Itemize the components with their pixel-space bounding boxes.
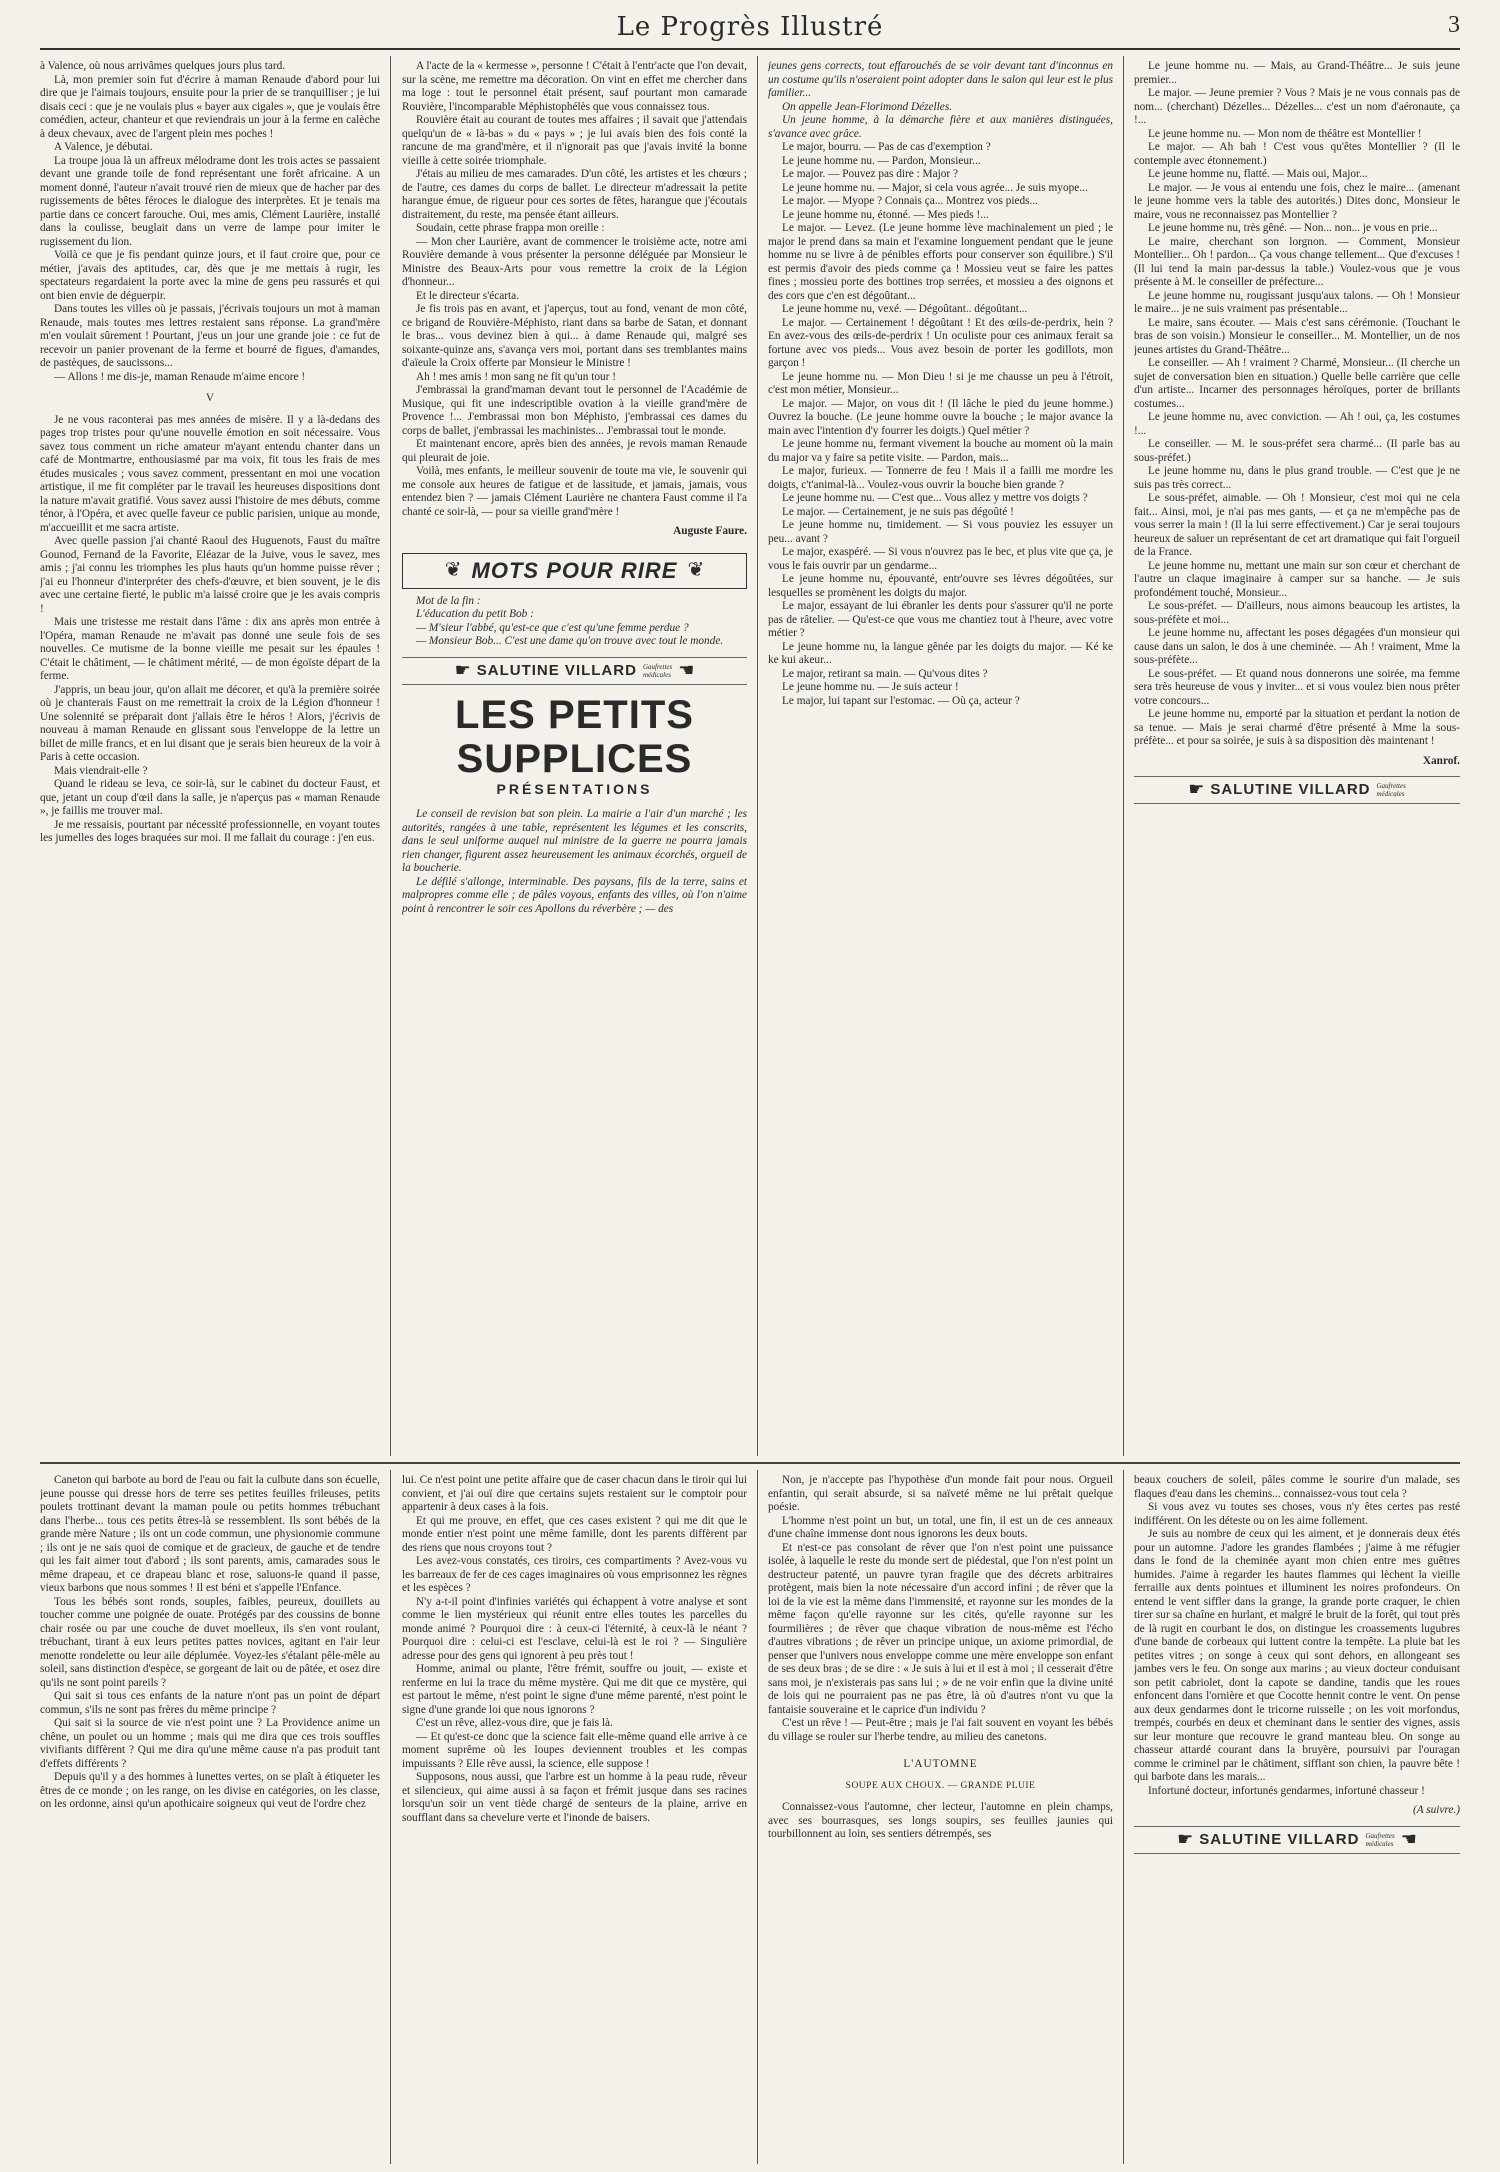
dialogue-line: Le major. — Pouvez pas dire : Major ? [782,168,958,180]
paragraph: Voilà ce que je fis pendant quinze jours, et il faut croire que, pour ce métier, j'avais des aptitudes, car, dès que je me mettais à rugir, les spectateurs regardaient la porte avec la mine de gens peu rassurés et qui ont bien envie de déguerpir. [40,249,380,302]
paragraph: — Et qu'est-ce donc que la science fait elle-même quand elle arrive à ce moment suprême où les loupes deviennent troubles et les compas impuissants ? Elle rêve aussi, la science, elle suppose ! [402,1730,747,1770]
paragraph: Si vous avez vu toutes ses choses, vous n'y êtes certes pas resté indifférent. On les déteste ou on les aime follement. [1134,1501,1460,1527]
pointing-hand-icon: ☛ [454,659,471,680]
paragraph: Un jeune homme, à la démarche fière et aux manières distinguées, s'avance avec grâce. [768,114,1113,140]
petits-supplices-subtitle: PRÉSENTATIONS [496,780,653,797]
dialogue-line: Le sous-préfet. — D'ailleurs, nous aimons beaucoup les artistes, la sous-préfète et moi... [1134,600,1460,626]
bottom-column-1 [40,1474,380,2164]
paragraph: Le conseil de revision bat son plein. La mairie a l'air d'un marché ; les autorités, rangées à une table, représentent les légumes et les conscrits, dans le seul uniforme auquel nul ministre de la guerre ne pourra jamais rien changer, figurent assez heureusement les animaux écorchés, orgueil de la boucherie. [402,808,747,874]
column-rule [757,1470,758,2164]
page-number: 3 [1448,12,1460,38]
paragraph: On appelle Jean-Florimond Dézelles. [782,100,953,113]
paragraph: jeunes gens corrects, tout effarouchés de se voir devant tant d'inconnus en un costume qu'ils n'oseraient point adopter dans le salon qui leur est le plus familier... [768,60,1113,99]
dialogue-line: Le major, bourru. — Pas de cas d'exemption ? [782,141,991,153]
joke-line: — M'sieur l'abbé, qu'est-ce que c'est qu'une femme perdue ? [416,621,689,634]
dialogue-line: Le major, furieux. — Tonnerre de feu ! Mais il a failli me mordre les doigts, c't'animal-là... Voulez-vous ouvrir la bouche bien grande ? [768,465,1113,491]
ornament-icon: ❦ [687,558,705,581]
ad-subtitle: Gaufrettes médicales [1376,782,1406,798]
column-4 [1134,60,1460,1458]
dialogue-line: Le major, essayant de lui ébranler les dents pour s'assurer qu'il ne porte pas de râtelier. — Qu'est-ce que vous me chantiez tout à l'heure, avec votre métier ? [768,600,1113,639]
column-rule [390,56,391,1456]
dialogue-line: Le jeune homme nu, timidement. — Si vous pouviez les essuyer un peu... avant ? [768,519,1113,545]
to-be-continued: (A suivre.) [1412,1804,1460,1816]
paragraph: beaux couchers de soleil, pâles comme le sourire d'un malade, ses flaques d'eau dans les chemins... connaissez-vous tout cela ? [1134,1474,1460,1500]
paragraph: Je ne vous raconterai pas mes années de misère. Il y a là-dedans des pages trop tristes pour qu'une nouvelle émotion en soit nécessaire. Vous savez tous comment un riche amateur m'ayant entendu chanter dans un café de Montmartre, enthousiasmé par ma voix, fit tous les frais de mes études musicales ; vous savez comment, pressentant en moi une vocation artistique, il me fit compléter par le travail les heureuses dispositions dont la nature m'avait gratifié. Vous savez aussi l'histoire de mes débuts, comme ténor, à l'Opéra, et avec quelle faveur ce public parisien, unique au monde, m'accueillit et me sacra artiste. [40,413,380,534]
dialogue-line: Le major. — Certainement, je ne suis pas dégoûté ! [782,505,1014,518]
ornament-icon: ❦ [444,558,462,581]
paragraph: à Valence, où nous arrivâmes quelques jours plus tard. [40,60,286,72]
salutine-villard-ad [1134,776,1460,804]
ad-subtitle: Gaufrettes médicales [642,662,673,679]
ad-brand: SALUTINE VILLARD [1210,781,1371,799]
dialogue-line: Le major. — Myope ? Connais ça... Montrez vos pieds... [782,195,1039,207]
paragraph: Et maintenant encore, après bien des années, je revois maman Renaude qui pleurait de joie. [402,438,747,464]
dialogue-line: Le jeune homme nu, fermant vivement la bouche au moment où la main du major va y faire sa petite visite. — Pardon, mais... [768,438,1113,464]
newspaper-title: Le Progrès Illustré [616,12,884,42]
column-rule [1123,1470,1124,2164]
dialogue-line: Le jeune homme nu, la langue gênée par les doigts du major. — Ké ke ke kui akeur... [768,640,1113,666]
paragraph: Infortuné docteur, infortunés gendarmes, infortuné chasseur ! [1148,1784,1425,1797]
masthead [40,8,1460,50]
dialogue-line: Le jeune homme nu. — C'est que... Vous allez y mettre vos doigts ? [782,492,1088,504]
salutine-villard-ad [1134,1826,1460,1854]
section-divider [40,1462,1460,1464]
paragraph: Et qui me prouve, en effet, que ces cases existent ? qui me dit que le monde entier n'est point une même famille, dont les parents diffèrent par des riens que nous croyons tout ? [402,1514,747,1554]
mots-pour-rire-banner [402,553,747,589]
dialogue-line: Le major. — Major, on vous dit ! (Il lâche le pied du jeune homme.) Ouvrez la bouche. (Le jeune homme ouvre la bouche ; le major avance la main avec l'intention d'y fourrer les doigts.) Quel métier ? [768,397,1113,437]
dialogue-line: Le conseiller. — M. le sous-préfet sera charmé... (Il parle bas au sous-préfet.) [1134,438,1460,464]
paragraph: Mais viendrait-elle ? [54,764,148,777]
paragraph: Le défilé s'allonge, interminable. Des paysans, fils de la terre, sains et malpropres comme elle ; de pâles voyous, enfants des villes, où l'on n'aime point à rencontrer le soir ces Apollons du réverbère ; — des [402,875,747,915]
paragraph: Dans toutes les villes où je passais, j'écrivais toujours un mot à maman Renaude, mais toutes mes lettres restaient sans réponse. La grand'mère m'en voulait sûrement ! Pourtant, j'eus un jour une grande joie : ce fut de recevoir un panier provenant de la ferme et bourré de figues, d'amandes, de pastèques, de saucissons... [40,303,380,369]
dialogue-line: Le jeune homme nu, dans le plus grand trouble. — C'est que je ne suis pas très correct... [1134,465,1460,491]
column-1 [40,60,380,1458]
paragraph: L'homme n'est point un but, un total, une fin, il est un de ces anneaux d'une chaîne immense dont nous ignorons les deux bouts. [768,1514,1113,1540]
paragraph: — Mon cher Laurière, avant de commencer le troisième acte, notre ami Rouvière demande à vous présenter la personne déléguée par Monsieur le Ministre des Beaux-Arts pour vous remettre la croix de la Légion d'honneur... [402,235,747,288]
bottom-column-4 [1134,1474,1460,2164]
dialogue-line: Le jeune homme nu, vexé. — Dégoûtant.. dégoûtant... [782,303,1028,315]
paragraph: Je suis au nombre de ceux qui les aiment, et je donnerais deux étés pour un automne. J'adore les grandes flambées ; j'aime à me réfugier dans le fond de la cheminée ayant mon chien entre mes guêtres humides. J'aime à regarder les hautes flammes qui lèchent la vieille ferraille aux dents pointues et illuminent les noires profondeurs. On entend le vent siffler dans la grange, la grande porte craquer, le chien tirer sur sa chaîne en hurlant, et malgré le bruit de la forêt, qui tout près de là rugit en courbant le dos, on distingue les croassements lugubres d'une bande de corbeaux qui luttent contre la tempête. La pluie bat les petites vitres ; on songe à ceux qui sont dehors, en allongeant ses jambes vers le feu. On songe aux marins ; au vieux docteur conduisant son petit cabriolet, dont la capote se dandine, tandis que les roues enfoncent dans l'ornière et que Cocotte hennit contre le vent. On pense aux deux gendarmes dont le tricorne ruisselle ; on les voit morfondus, trempés, courbés en deux et cheminant dans le sentier des vignes, assis sur leur monture que recouvre le grand manteau bleu. On songe au chasseur attardé courant dans la bruyère, poursuivi par l'ouragan comme le criminel par le châtiment, sifflant son chien, la pauvre bête ! qui barbote dans les marais... [1134,1528,1460,1783]
dialogue-line: Le major, lui tapant sur l'estomac. — Où ça, acteur ? [782,694,1020,707]
paragraph: La troupe joua là un affreux mélodrame dont les trois actes se passaient devant une grande toile de fond représentant une forêt africaine. A un moment donné, l'auteur n'avait trouvé rien de mieux que de hacher par des rugissements de bêtes féroces le dialogue des interprètes. Et je tenais ma partie dans ce concert farouche. Oui, mes amis, Clément Laurière, installé dans la coulisse, beuglait dans un verre de lampe pour imiter le rugissement du lion. [40,154,380,248]
paragraph: — Allons ! me dis-je, maman Renaude m'aime encore ! [54,370,306,383]
paragraph: C'est un rêve ! — Peut-être ; mais je l'ai fait souvent en voyant les bébés du village se rouler sur l'herbe tendre, au milieu des canetons. [768,1717,1113,1743]
joke-line: — Monsieur Bob... C'est une dame qu'on trouve avec tout le monde. [416,635,724,647]
ad-subtitle: Gaufrettes médicales [1365,1831,1395,1848]
pointing-hand-icon: ☚ [1400,1828,1417,1849]
dialogue-line: Le jeune homme nu, affectant les poses dégagées d'un monsieur qui cause dans un salon, le dos à une cheminée. — Ah ! vraiment, Mme la sous-préfète... [1134,627,1460,666]
pointing-hand-icon: ☛ [1188,779,1205,800]
mots-pour-rire-title: MOTS POUR RIRE [471,557,678,583]
petits-supplices-title: LES PETITS SUPPLICES [455,692,694,781]
dialogue-line: Le jeune homme nu, rougissant jusqu'aux talons. — Oh ! Monsieur le maire... je ne suis vraiment pas présentable... [1134,289,1460,315]
joke-line: L'éducation du petit Bob : [416,608,534,620]
paragraph: lui. Ce n'est point une petite affaire que de caser chacun dans le tiroir qui lui convient, et j'ai ouï dire que certains sujets restaient sur le comptoir pour appartenir à deux cases à la fois. [402,1474,747,1513]
paragraph: Connaissez-vous l'automne, cher lecteur, l'automne en plein champs, avec ses bourrasques, ses longs soupirs, ses feuilles jaunies qui tourbillonnent au loin, ses sentiers détrempés, ses [768,1801,1113,1840]
dialogue-line: Le jeune homme nu. — Major, si cela vous agrée... Je suis myope... [782,181,1088,194]
dialogue-line: Le jeune homme nu, très gêné. — Non... non... je vous en prie... [1148,222,1438,234]
section-heading: L'AUTOMNE [903,1758,978,1770]
dialogue-line: Le jeune homme nu, flatté. — Mais oui, Major... [1148,168,1368,180]
author-signature: Auguste Faure. [673,525,747,537]
bottom-column-3 [768,1474,1113,2164]
paragraph: A l'acte de la « kermesse », personne ! C'était à l'entr'acte que l'on devait, sur la scène, me remettre ma décoration. On vint en effet me chercher dans ma loge : tout le personnel était présent, sauf pourtant mon camarade Rouvière, l'incomparable Méphistophélès que vous connaissez tous. [402,60,747,113]
paragraph: Non, je n'accepte pas l'hypothèse d'un monde fait pour nous. Orgueil enfantin, qui serait absurde, si sa naïveté même ne lui prêtait quelque poésie. [768,1474,1113,1513]
paragraph: Et n'est-ce pas consolant de rêver que l'on n'est point une puissance isolée, à laquelle le reste du monde sert de piédestal, que l'on n'est point un destructeur patenté, un pauvre tyran fragile que des décrets arbitraires protègent, mais bien la note nécessaire d'un accord infini ; de rêver que la loi de la vie est la même dans l'immensité, et rayonne sur les mondes de la même façon qu'elle rayonne sur les cités, qu'elle rayonne sur les fourmilières ; de rêver que chaque vibration de nous-même est l'écho d'autres vibrations ; de rêver un principe unique, un axiome primordial, de penser que l'univers nous enveloppe comme une mère enveloppe son enfant de ses deux bras ; de se dire : « Je suis à lui et il est à moi ; il cesserait d'être sans moi, je n'existerais pas sans lui ; » de ne voir enfin que la divine unité de lois qui ne pourraient pas ne pas être, là où d'autres n'ont vu que la fantaisie souveraine et le caprice d'un individu ? [768,1541,1113,1716]
dialogue-line: Le sous-préfet. — Et quand nous donnerons une soirée, ma femme sera très heureuse de vous y inviter... et si vous voulez bien nous prêter votre concours... [1134,667,1460,707]
bottom-column-2 [402,1474,747,2164]
paragraph: C'est un rêve, allez-vous dire, que je fais là. [416,1717,613,1729]
dialogue-line: Le jeune homme nu. — Mon Dieu ! si je me chausse un peu à l'étroit, c'est mon métier, Monsieur... [768,370,1113,396]
paragraph: Homme, animal ou plante, l'être frémit, souffre ou jouit, — existe et renferme en lui la trace du même mystère. Qui me dit que ce mystère, qui est partout le même, n'est point le signe d'une même parenté, n'est point le signe d'une grande loi que nous ignorons ? [402,1663,747,1716]
paragraph: J'appris, un beau jour, qu'on allait me décorer, et qu'à la première soirée où je chanterais Faust on me remettrait la croix de la Légion d'honneur ! Une solennité se préparait dont j'allais être le héros ! Alors, j'écrivis de nouveau à maman Renaude en glissant sous l'enveloppe de la lettre un billet de mille francs, et en lui disant que je serais bien heureux de la voir à Paris à cette occasion. [40,683,380,763]
dialogue-line: Le jeune homme nu. — Pardon, Monsieur... [782,154,981,167]
paragraph: Supposons, nous aussi, que l'arbre est un homme à la peau rude, rêveur et silencieux, qui aime aussi à sa façon et frémit jusque dans ses racines lorsqu'un soir un vent tiède chargé de senteurs de la plaine, arrive en soufflant dans sa chevelure verte et l'inonde de baisers. [402,1771,747,1824]
paragraph: Je fis trois pas en avant, et j'aperçus, tout au fond, venant de mon côté, ce brigand de Rouvière-Méphisto, riant dans sa barbe de Satan, et donnant le bras... vous devinez bien à qui... à dame Renaude qui, malgré ses soixante-quinze ans, s'avança vers moi, portant dans ses tremblantes mains d'aïeule la Croix offerte par Monsieur le Ministre ! [402,303,747,369]
column-rule [390,1470,391,2164]
column-2 [402,60,747,1458]
author-signature: Xanrof. [1422,754,1460,767]
paragraph: Et le directeur s'écarta. [416,289,520,302]
paragraph: J'étais au milieu de mes camarades. D'un côté, les artistes et les chœurs ; de l'autre, ces dames du corps de ballet. Le directeur m'adressait la petite harangue émue, de rigueur pour ces sortes de fêtes, harangue que j'écoutais distraitement, du reste, ma pensée étant ailleurs. [402,168,747,221]
paragraph: Mais une tristesse me restait dans l'âme : dix ans après mon entrée à l'Opéra, maman Renaude ne m'avait pas donné une seule fois de ses nouvelles. Ce mutisme de la bonne vieille me pesait sur les épaules ! C'était le châtiment, — le châtiment mérité, — de mon égoïste départ de la ferme. [40,616,380,682]
column-rule [1123,56,1124,1456]
dialogue-line: Le jeune homme nu, emporté par la situation et perdant la notion de sa tenue. — Mais je serai charmé d'être présenté à Mme la sous-préfète... et pour sa soirée, je suis à sa disposition dès maintenant ! [1134,708,1460,747]
pointing-hand-icon: ☛ [1177,1828,1194,1849]
section-number: V [205,392,215,404]
dialogue-line: Le jeune homme nu. — Mais, au Grand-Théâtre... Je suis jeune premier... [1134,60,1460,86]
paragraph: Les avez-vous constatés, ces tiroirs, ces compartiments ? Avez-vous vu les barreaux de fer de ces cages imaginaires où vous emprisonnez les règnes et les espèces ? [402,1555,747,1594]
column-3 [768,60,1113,1458]
section-subheading: SOUPE AUX CHOUX. — GRANDE PLUIE [845,1780,1036,1791]
dialogue-line: Le jeune homme nu, mettant une main sur son cœur et cherchant de l'autre un claque imaginaire à camper sur sa hanche. — Je suis profondément touché, Monsieur... [1134,559,1460,599]
paragraph: Ah ! mes amis ! mon sang ne fit qu'un tour ! [416,370,617,383]
paragraph: A Valence, je débutai. [54,141,153,153]
dialogue-line: Le major. — Ah bah ! C'est vous qu'êtes Montellier ? (Il le contemple avec étonnement.) [1134,141,1460,167]
paragraph: J'embrassai la grand'maman devant tout le personnel de l'Académie de Musique, qui fit une indescriptible ovation à la vieille grand'mère de Provence !... J'embrassai mon bon Méphisto, j'embrassai ces dames du corps de ballet, j'embrassai les machinistes... J'embrassai tout le monde. [402,384,747,437]
pointing-hand-icon: ☚ [678,659,695,680]
dialogue-line: Le major, exaspéré. — Si vous n'ouvrez pas le bec, et plus vite que ça, je vous le fais ouvrir par un gendarme... [768,546,1113,572]
paragraph: Qui sait si la source de vie n'est point une ? La Providence anime un chêne, un poulet ou un homme ; mais qui me dira que ces trois souffles vivifiants diffèrent ? Qui me dira qu'une même cause n'a pas produit tant d'effets différents ? [40,1717,380,1770]
paragraph: Avec quelle passion j'ai chanté Raoul des Huguenots, Faust du maître Gounod, Fernand de la Favorite, Eléazar de la Juive, vous le savez, mes amis ; j'ai connu les triomphes les plus hauts qu'un homme puisse rêver ; j'ai eu l'honneur d'interpréter des chefs-d'œuvre, et bien souvent, je le dis avec une certaine fierté, le public m'a laissé croire que je les avais compris ! [40,535,380,615]
dialogue-line: Le jeune homme nu, étonné. — Mes pieds !... [782,208,989,221]
paragraph: Tous les bébés sont ronds, souples, faibles, peureux, douillets au toucher comme une poignée de ouate. Protégés par des coussins de bonne chair rosée ou par une couche de duvet moelleux, ils s'en vont roulant, trébuchant, tirant à eux leurs petites pattes novices, agitant en l'air leur menotte rondelette ou leur aile déplumée. Voyez-les s'étalant pêle-mêle au soleil, sans distinction d'espèce, se gorgeant de lait ou de pâtée, et osez dire qu'ils ne sont point pareils ? [40,1595,380,1689]
dialogue-line: Le major. — Levez. (Le jeune homme lève machinalement un pied ; le major le prend dans sa main et l'examine longuement pendant que le jeune homme nu se livre à de pénibles efforts pour conserver son équilibre.) S'il est permis d'avoir des pieds comme ça ! Mossieu veut se faire les pattes fines ; mossieu porte des bottines trop serrées, et mossieu a des oignons et des cors que c'en est dégoûtant... [768,222,1113,302]
paragraph: N'y a-t-il point d'infinies variétés qui échappent à votre analyse et sont comme le lien mystérieux qui réunit entre elles toutes les parcelles du monde animé ? Pourquoi dire : à ceux-ci l'éternité, à ceux-là le néant ? Pourquoi dire : celui-ci est l'esclave, celui-là est le roi ? — Singulière adresse pour des gens qui ignorent à peu près tout ! [402,1595,747,1662]
paragraph: Depuis qu'il y a des hommes à lunettes vertes, on se plaît à étiqueter les êtres de ce monde ; on les range, on les divise en catégories, on les classe, on les ordonne, ainsi qu'un apothicaire soigneux qui veut de l'ordre chez [40,1771,380,1810]
dialogue-line: Le jeune homme nu. — Je suis acteur ! [782,681,959,693]
paragraph: Quand le rideau se leva, ce soir-là, sur le cabinet du docteur Faust, et que, jetant un coup d'œil dans la salle, je n'aperçus pas « maman Renaude », je faillis me trouver mal. [40,778,380,817]
paragraph: Je me ressaisis, pourtant par nécessité professionnelle, en voyant toutes les jumelles des loges braquées sur moi. Il me fallait du courage : j'en eus. [40,818,380,844]
dialogue-line: Le sous-préfet, aimable. — Oh ! Monsieur, c'est moi qui ne cela fait... Ainsi, moi, je n'ai pas mes gants, — et ça ne m'empêche pas de vous serrer la main ! (Il la lui serre effectivement.) Car je serai toujours heureux de saluer un représentant de cet art dramatique qui fait l'orgueil de la France. [1134,492,1460,558]
paragraph: Soudain, cette phrase frappa mon oreille : [416,222,605,234]
paragraph: Qui sait si tous ces enfants de la nature n'ont pas un point de départ commun, s'ils ne sont pas frères du même principe ? [40,1690,380,1716]
paragraph: Voilà, mes enfants, le meilleur souvenir de toute ma vie, le souvenir qui me console aux heures de fatigue et de lassitude, et jamais, jamais, vous entendez bien ? — jamais Clément Laurière ne chantera Faust comme il l'a chanté ce soir-là, — pour sa vieille grand'mère ! [402,465,747,518]
dialogue-line: Le jeune homme nu, avec conviction. — Ah ! oui, ça, les costumes !... [1134,411,1460,437]
paragraph: Rouvière était au courant de toutes mes affaires ; il savait que j'attendais quelqu'un de « là-bas » du « pays » ; je lui avais bien des fois conté la rancune de ma grand'mère, et il n'ignorait pas que j'avais invité la bonne vieille à cette soirée triomphale. [402,114,747,167]
dialogue-line: Le maire, cherchant son lorgnon. — Comment, Monsieur Montellier... Oh ! pardon... Ça vous change tellement... Que d'excuses ! (Il lui tend la main par-dessus la table.) Voulez-vous que je vous présente à M. le conseiller de préfecture... [1134,235,1460,288]
paragraph: Là, mon premier soin fut d'écrire à maman Renaude d'abord pour lui dire que je l'aimais toujours, ensuite pour la prier de se tranquilliser ; je lui disais ceci : que je ne voulais plus « bayer aux cigales », que je voulais être comédien, acteur, chanteur et que reviendrais un jour à la ferme en calèche à deux chevaux, avec de l'argent plein mes poches ! [40,73,380,140]
dialogue-line: Le major, retirant sa main. — Qu'vous dites ? [782,667,988,680]
dialogue-line: Le jeune homme nu, épouvanté, entr'ouvre ses lèvres dégoûtées, sur lesquelles se promènent les doigts du major. [768,573,1113,599]
joke-line: Mot de la fin : [416,594,481,607]
dialogue-line: Le maire, sans écouter. — Mais c'est sans cérémonie. (Touchant le bras de son voisin.) Monsieur le conseiller... M. Montellier, un de nos jeunes artistes du Grand-Théâtre... [1134,316,1460,356]
dialogue-line: Le major. — Je vous ai entendu une fois, chez le maire... (amenant le jeune homme vers la table des autorités.) Dites donc, Monsieur le maire, vous ne reconnaissez pas Montellier ? [1134,181,1460,221]
paragraph: Caneton qui barbote au bord de l'eau ou fait la culbute dans son écuelle, jeune pousse qui dresse hors de terre ses petites feuilles frileuses, petits poulets trottinant devant la maman poule ou petits hommes trébuchant dans l'herbe... tous ces petits êtres-là se ressemblent. Ils sont bébés de la grande mère Nature ; ils ont un code commun, une physionomie commune ; ils ont je ne sais quoi de comique et de gracieux, de gauche et de tendre qui les fait aimer tout d'abord ; ils sont parents, amis, camarades sous le même drapeau, et ce drapeau blanc et rose, saluons-le quand il passe, vieux barbons que nous sommes ! Il est béni et s'appelle l'Enfance. [40,1474,380,1594]
dialogue-line: Le conseiller. — Ah ! vraiment ? Charmé, Monsieur... (Il cherche un sujet de conversation bien en situation.) Quelle belle carrière que celle d'un artiste... Incarner des personnages héroïques, porter de brillants costumes... [1134,357,1460,410]
ad-brand: SALUTINE VILLARD [476,661,637,679]
salutine-villard-ad [402,657,747,685]
column-rule [757,56,758,1456]
ad-brand: SALUTINE VILLARD [1199,1830,1360,1848]
dialogue-line: Le jeune homme nu. — Mon nom de théâtre est Montellier ! [1148,127,1422,140]
dialogue-line: Le major. — Jeune premier ? Vous ? Mais je ne vous connais pas de nom... (cherchant) Dézelles... Dézelles... c'est un nom d'aéronaute, ça !... [1134,87,1460,126]
dialogue-line: Le major. — Certainement ! dégoûtant ! Et des œils-de-perdrix, hein ? En avez-vous des œils-de-perdrix ! Un oculiste pour ces animaux ferait sa fortune avec vos pieds... Vous avez besoin de porter les godillots, mon garçon ! [768,316,1113,369]
